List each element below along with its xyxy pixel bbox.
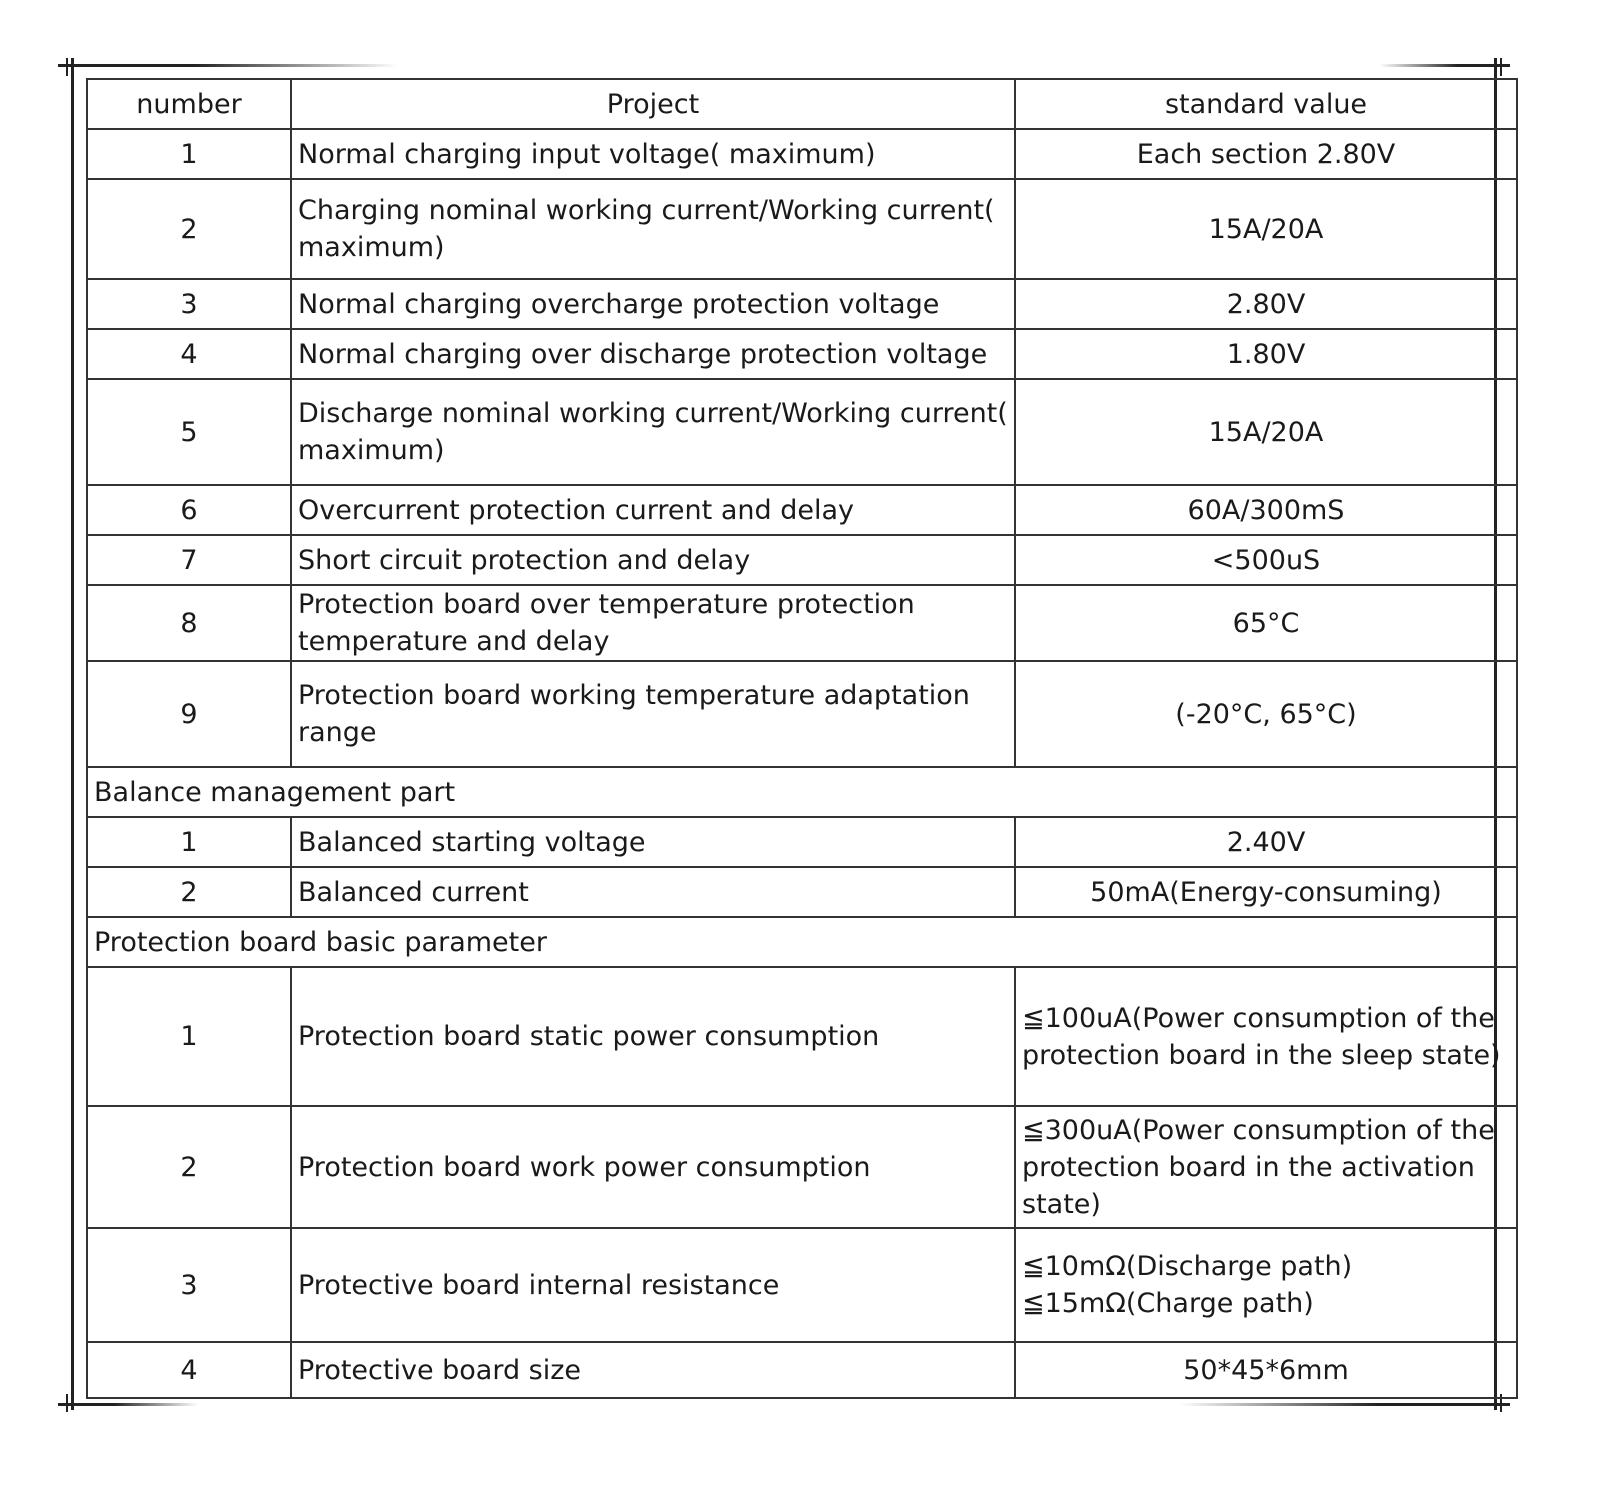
table-row <box>87 1106 1517 1228</box>
table-row <box>87 1342 1517 1398</box>
row-project: Normal charging over discharge protection voltage <box>291 329 1015 379</box>
row-number: 6 <box>87 485 291 535</box>
row-number: 1 <box>87 129 291 179</box>
row-project: Normal charging input voltage( maximum) <box>291 129 1015 179</box>
row-value: 1.80V <box>1015 329 1517 379</box>
table-row <box>87 485 1517 535</box>
table-header-row <box>87 79 1517 129</box>
table-row <box>87 535 1517 585</box>
row-number: 2 <box>87 1106 291 1228</box>
row-project: Charging nominal working current/Working current( maximum) <box>291 179 1015 279</box>
row-project: Protection board over temperature protection temperature and delay <box>291 585 1015 661</box>
row-number: 5 <box>87 379 291 485</box>
table-row <box>87 379 1517 485</box>
header-number: number <box>87 79 291 129</box>
row-number: 2 <box>87 179 291 279</box>
frame-top-left-line <box>58 64 398 67</box>
row-value: 50*45*6mm <box>1015 1342 1517 1398</box>
table-row <box>87 279 1517 329</box>
row-project: Protection board static power consumption <box>291 967 1015 1106</box>
row-project: Protection board working temperature adaptation range <box>291 661 1015 767</box>
row-number: 9 <box>87 661 291 767</box>
frame-top-right-line <box>1380 64 1510 67</box>
header-standard-value: standard value <box>1015 79 1517 129</box>
frame-bottom-left-line <box>58 1403 198 1406</box>
frame-tick <box>1500 58 1502 76</box>
row-project: Protective board internal resistance <box>291 1228 1015 1342</box>
row-value: 15A/20A <box>1015 179 1517 279</box>
row-value: Each section 2.80V <box>1015 129 1517 179</box>
row-project: Balanced starting voltage <box>291 817 1015 867</box>
table-row <box>87 585 1517 661</box>
row-value: 2.40V <box>1015 817 1517 867</box>
row-value: 15A/20A <box>1015 379 1517 485</box>
row-number: 1 <box>87 967 291 1106</box>
frame-bottom-right-line <box>1180 1403 1510 1406</box>
row-project: Discharge nominal working current/Working current( maximum) <box>291 379 1015 485</box>
row-number: 7 <box>87 535 291 585</box>
table-row <box>87 661 1517 767</box>
row-project: Short circuit protection and delay <box>291 535 1015 585</box>
value-line: ≦10mΩ(Discharge path) <box>1022 1251 1353 1282</box>
table-row <box>87 1228 1517 1342</box>
row-value: ≦100uA(Power consumption of the protection board in the sleep state) <box>1015 967 1517 1106</box>
table-row <box>87 329 1517 379</box>
row-number: 4 <box>87 329 291 379</box>
table-row <box>87 967 1517 1106</box>
spec-table <box>86 78 1518 1399</box>
row-value <box>1015 1228 1517 1342</box>
row-number: 1 <box>87 817 291 867</box>
table-row <box>87 179 1517 279</box>
section-title: Protection board basic parameter <box>87 917 1517 967</box>
section-row-basic <box>87 917 1517 967</box>
table-row <box>87 817 1517 867</box>
frame-tick <box>66 1394 68 1412</box>
frame-left-line <box>71 58 74 1410</box>
row-value: ≦300uA(Power consumption of the protection board in the activation state) <box>1015 1106 1517 1228</box>
row-number: 3 <box>87 279 291 329</box>
value-line: ≦15mΩ(Charge path) <box>1022 1288 1314 1319</box>
section-title: Balance management part <box>87 767 1517 817</box>
row-number: 2 <box>87 867 291 917</box>
row-value: 65°C <box>1015 585 1517 661</box>
row-value: (-20°C, 65°C) <box>1015 661 1517 767</box>
row-value: 60A/300mS <box>1015 485 1517 535</box>
header-project: Project <box>291 79 1015 129</box>
row-value: <500uS <box>1015 535 1517 585</box>
section-row-balance <box>87 767 1517 817</box>
frame-tick <box>66 58 68 76</box>
row-project: Protection board work power consumption <box>291 1106 1015 1228</box>
row-number: 3 <box>87 1228 291 1342</box>
row-number: 8 <box>87 585 291 661</box>
row-number: 4 <box>87 1342 291 1398</box>
row-value: 50mA(Energy-consuming) <box>1015 867 1517 917</box>
row-value: 2.80V <box>1015 279 1517 329</box>
table-row <box>87 129 1517 179</box>
row-project: Normal charging overcharge protection voltage <box>291 279 1015 329</box>
row-project: Overcurrent protection current and delay <box>291 485 1015 535</box>
row-project: Protective board size <box>291 1342 1015 1398</box>
table-row <box>87 867 1517 917</box>
row-project: Balanced current <box>291 867 1015 917</box>
